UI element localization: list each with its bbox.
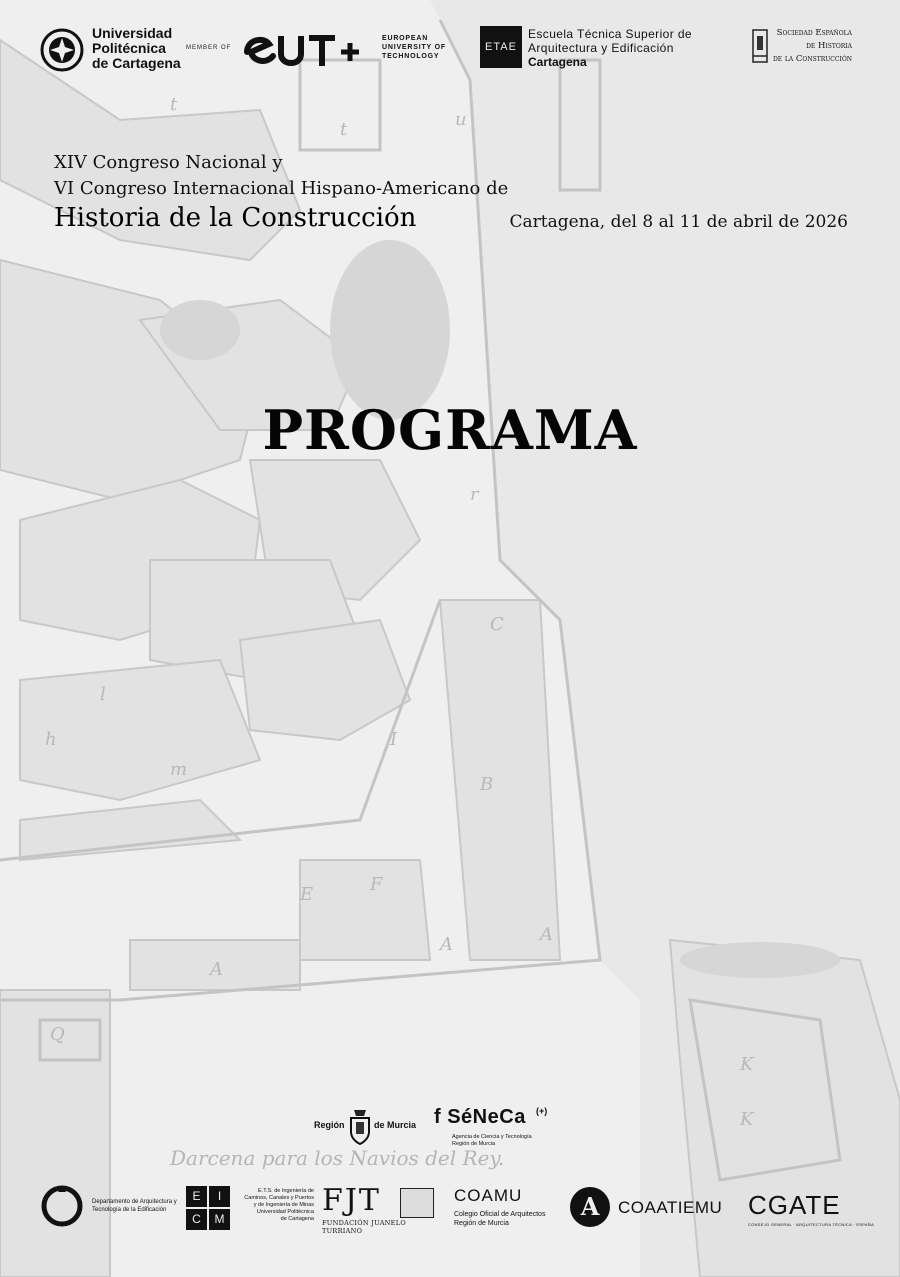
sehc-logo [750, 26, 860, 70]
svg-text:E: E [300, 884, 314, 905]
etsae-logo [480, 26, 710, 72]
map-inscription: Darcena para los Navios del Rey. [170, 1146, 505, 1170]
eut-member-of: MEMBER OF [186, 45, 232, 51]
document-title: PROGRAMA [262, 398, 638, 462]
svg-text:K: K [740, 1054, 754, 1075]
fjt-name: FUNDACIÓN JUANELO TURRIANO [322, 1219, 406, 1235]
congress-subtitle-2: VI Congreso Internacional Hispano-Americano de [54, 178, 509, 199]
coamu-mark: COAMU [454, 1186, 523, 1205]
upct-name: Universidad Politécnica de Cartagena [92, 25, 181, 71]
svg-text:u: u [455, 109, 467, 130]
coaatiemu-logo [570, 1186, 740, 1232]
svg-text:t: t [340, 119, 348, 140]
eicm-name: E.T.S. de Ingeniería de Caminos, Canales y Puertos y de Ingeniería de Minas Universidad Politécnica de Cartagena [244, 1188, 314, 1222]
svg-text:m: m [170, 759, 188, 780]
fjt-logo [320, 1183, 438, 1235]
eicm-logo [186, 1186, 316, 1232]
svg-text:A: A [440, 934, 453, 955]
eut-plus-mark-icon [243, 30, 361, 70]
cgate-logo [744, 1186, 875, 1232]
region-murcia-label-b: de Murcia [374, 1120, 417, 1130]
svg-text:t: t [170, 94, 178, 115]
eicm-letter: E [186, 1186, 207, 1207]
svg-text:C: C [490, 614, 504, 635]
svg-text:A: A [540, 924, 553, 945]
svg-text:Q: Q [50, 1024, 65, 1045]
congress-dates: Cartagena, del 8 al 11 de abril de 2026 [509, 212, 848, 232]
etsae-city: Cartagena [528, 55, 587, 69]
svg-text:l: l [100, 684, 106, 705]
seneca-logo [434, 1106, 574, 1152]
upct-logo [40, 26, 190, 74]
etsae-mark: ETAE [480, 26, 522, 68]
dept-logo [40, 1184, 180, 1230]
congress-title: Historia de la Construcción [54, 203, 417, 233]
congress-subtitle-1: XIV Congreso Nacional y [54, 152, 283, 173]
coamu-name: Colegio Oficial de Arquitectos Región de Murcia [454, 1211, 546, 1227]
dept-circle-icon [40, 1184, 84, 1228]
sehc-name: Sociedad Española de Historia de la Construcción [773, 28, 852, 64]
eut-logo [186, 28, 466, 72]
cgate-mark: CGATE [748, 1190, 841, 1220]
svg-text:K: K [740, 1109, 754, 1130]
fjt-mark: FJT [322, 1183, 381, 1218]
seneca-subtitle: Agencia de Ciencia y Tecnología Región de Murcia [452, 1134, 532, 1147]
region-murcia-crest-icon [348, 1106, 372, 1146]
svg-text:I: I [390, 729, 398, 750]
svg-text:h: h [45, 729, 57, 750]
coamu-logo [454, 1186, 564, 1232]
eicm-letter: C [186, 1209, 207, 1230]
svg-text:A: A [210, 959, 223, 980]
etsae-name: Escuela Técnica Superior de Arquitectura y Edificación [528, 27, 692, 55]
region-murcia-label-a: Región [314, 1120, 345, 1130]
region-murcia-logo [314, 1106, 424, 1152]
coaatiemu-mark: COAATIEMU [618, 1198, 723, 1217]
fjt-emblem-icon [400, 1188, 434, 1218]
seneca-name: f SéNeCa [434, 1106, 526, 1128]
svg-text:r: r [470, 484, 479, 505]
eicm-letter: M [209, 1209, 230, 1230]
upct-seal-icon [40, 28, 84, 72]
eicm-mark [186, 1186, 230, 1230]
eut-name: EUROPEAN UNIVERSITY OF TECHNOLOGY [382, 35, 446, 60]
seneca-plus: (+) [536, 1106, 548, 1116]
svg-text:F: F [370, 874, 383, 895]
eicm-letter: I [209, 1186, 230, 1207]
coaatiemu-circle-icon: A [570, 1187, 610, 1227]
dept-name: Departamento de Arquitectura y Tecnología de la Edificación [92, 1199, 177, 1213]
sehc-emblem-icon [750, 26, 772, 66]
svg-text:B: B [480, 774, 494, 795]
cgate-subtitle: CONSEJO GENERAL · ARQUITECTURA TÉCNICA · ESPAÑA [748, 1222, 875, 1227]
